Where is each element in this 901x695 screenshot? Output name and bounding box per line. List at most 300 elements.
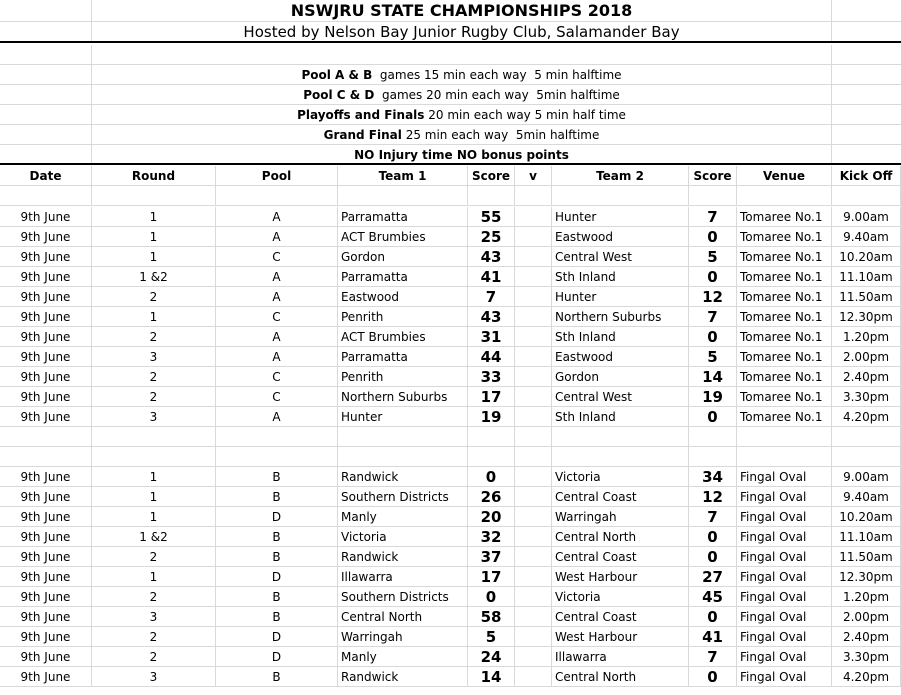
cell-score2[interactable]: 0: [689, 527, 737, 546]
match-row: [0, 507, 901, 527]
cell-team2[interactable]: Victoria: [552, 587, 689, 606]
sheet-subtitle[interactable]: Hosted by Nelson Bay Junior Rugby Club, Salamander Bay: [92, 22, 832, 41]
cell-versus[interactable]: [515, 367, 552, 386]
cell-versus[interactable]: [515, 327, 552, 346]
blank-cell[interactable]: [216, 427, 338, 446]
cell-score1[interactable]: 43: [468, 247, 515, 266]
cell-versus[interactable]: [515, 487, 552, 506]
cell-team1[interactable]: Penrith: [338, 367, 468, 386]
rule-note[interactable]: [92, 125, 832, 144]
cell-team1[interactable]: Northern Suburbs: [338, 387, 468, 406]
cell-team1[interactable]: ACT Brumbies: [338, 227, 468, 246]
cell-kickoff[interactable]: 2.40pm: [832, 367, 901, 386]
cell-kickoff[interactable]: 2.40pm: [832, 627, 901, 646]
cell-versus[interactable]: [515, 527, 552, 546]
cell-team2[interactable]: Sth Inland: [552, 327, 689, 346]
blank-cell[interactable]: [468, 186, 515, 205]
cell-score1[interactable]: 14: [468, 667, 515, 686]
cell-team1[interactable]: Warringah: [338, 627, 468, 646]
cell-venue[interactable]: Tomaree No.1: [737, 327, 832, 346]
column-header-row: [0, 166, 901, 186]
cell-venue[interactable]: Fingal Oval: [737, 667, 832, 686]
blank-cell[interactable]: [0, 447, 92, 466]
cell-versus[interactable]: [515, 287, 552, 306]
cell-venue[interactable]: Tomaree No.1: [737, 387, 832, 406]
cell-venue[interactable]: Tomaree No.1: [737, 267, 832, 286]
cell-versus[interactable]: [515, 467, 552, 486]
cell-venue[interactable]: Fingal Oval: [737, 467, 832, 486]
cell-venue[interactable]: Fingal Oval: [737, 627, 832, 646]
cell-kickoff[interactable]: 12.30pm: [832, 567, 901, 586]
match-row: [0, 547, 901, 567]
blank-cell[interactable]: [0, 145, 92, 163]
match-row: [0, 527, 901, 547]
cell-venue[interactable]: Tomaree No.1: [737, 347, 832, 366]
cell-date[interactable]: 9th June: [0, 647, 92, 666]
cell-date[interactable]: 9th June: [0, 587, 92, 606]
cell-venue[interactable]: Tomaree No.1: [737, 407, 832, 426]
cell-venue[interactable]: Fingal Oval: [737, 607, 832, 626]
cell-score2[interactable]: 0: [689, 327, 737, 346]
cell-date[interactable]: 9th June: [0, 387, 92, 406]
cell-venue[interactable]: Tomaree No.1: [737, 367, 832, 386]
blank-cell[interactable]: [338, 186, 468, 205]
cell-pool[interactable]: A: [216, 207, 338, 226]
cell-kickoff[interactable]: 1.20pm: [832, 327, 901, 346]
cell-score1[interactable]: 26: [468, 487, 515, 506]
cell-score1[interactable]: 20: [468, 507, 515, 526]
cell-round[interactable]: 2: [92, 387, 216, 406]
cell-date[interactable]: 9th June: [0, 547, 92, 566]
cell-round[interactable]: 1: [92, 307, 216, 326]
cell-pool[interactable]: C: [216, 307, 338, 326]
blank-cell[interactable]: [832, 427, 901, 446]
cell-date[interactable]: 9th June: [0, 367, 92, 386]
cell-team2[interactable]: Central Coast: [552, 487, 689, 506]
cell-round[interactable]: 1: [92, 467, 216, 486]
cell-venue[interactable]: Fingal Oval: [737, 527, 832, 546]
cell-team2[interactable]: Victoria: [552, 467, 689, 486]
cell-pool[interactable]: D: [216, 647, 338, 666]
cell-score2[interactable]: 0: [689, 407, 737, 426]
cell-kickoff[interactable]: 10.20am: [832, 507, 901, 526]
cell-date[interactable]: 9th June: [0, 567, 92, 586]
cell-venue[interactable]: Tomaree No.1: [737, 287, 832, 306]
cell-team2[interactable]: Gordon: [552, 367, 689, 386]
cell-venue[interactable]: Fingal Oval: [737, 487, 832, 506]
cell-team2[interactable]: Hunter: [552, 207, 689, 226]
cell-team1[interactable]: Parramatta: [338, 207, 468, 226]
cell-team2[interactable]: West Harbour: [552, 627, 689, 646]
blank-cell[interactable]: [0, 22, 92, 41]
cell-pool[interactable]: D: [216, 567, 338, 586]
cell-score2[interactable]: 0: [689, 227, 737, 246]
blank-cell[interactable]: [552, 427, 689, 446]
cell-pool[interactable]: C: [216, 367, 338, 386]
cell-pool[interactable]: D: [216, 627, 338, 646]
cell-round[interactable]: 2: [92, 627, 216, 646]
cell-round[interactable]: 1: [92, 487, 216, 506]
cell-pool[interactable]: A: [216, 347, 338, 366]
cell-team2[interactable]: Eastwood: [552, 227, 689, 246]
cell-score1[interactable]: 0: [468, 467, 515, 486]
cell-pool[interactable]: A: [216, 327, 338, 346]
cell-team2[interactable]: Northern Suburbs: [552, 307, 689, 326]
cell-score2[interactable]: 7: [689, 207, 737, 226]
cell-round[interactable]: 1: [92, 247, 216, 266]
column-header-versus[interactable]: v: [515, 166, 552, 185]
blank-cell[interactable]: [0, 85, 92, 104]
cell-date[interactable]: 9th June: [0, 487, 92, 506]
cell-kickoff[interactable]: 11.10am: [832, 267, 901, 286]
cell-versus[interactable]: [515, 647, 552, 666]
blank-cell[interactable]: [0, 186, 92, 205]
blank-cell[interactable]: [0, 65, 92, 84]
match-row: [0, 627, 901, 647]
blank-cell[interactable]: [737, 186, 832, 205]
cell-pool[interactable]: B: [216, 467, 338, 486]
cell-score2[interactable]: 14: [689, 367, 737, 386]
match-row: [0, 467, 901, 487]
cell-round[interactable]: 3: [92, 667, 216, 686]
cell-score2[interactable]: 0: [689, 667, 737, 686]
cell-team2[interactable]: Central West: [552, 247, 689, 266]
cell-round[interactable]: 1: [92, 207, 216, 226]
blank-cell[interactable]: [216, 186, 338, 205]
rule-note-label: Pool A & B: [301, 68, 373, 82]
cell-team1[interactable]: Parramatta: [338, 267, 468, 286]
cell-score1[interactable]: 5: [468, 627, 515, 646]
cell-versus[interactable]: [515, 607, 552, 626]
empty-row: [0, 186, 901, 206]
cell-round[interactable]: 2: [92, 327, 216, 346]
cell-versus[interactable]: [515, 387, 552, 406]
cell-score1[interactable]: 31: [468, 327, 515, 346]
cell-score2[interactable]: 5: [689, 347, 737, 366]
cell-date[interactable]: 9th June: [0, 507, 92, 526]
cell-venue[interactable]: Fingal Oval: [737, 507, 832, 526]
cell-kickoff[interactable]: 4.20pm: [832, 407, 901, 426]
cell-date[interactable]: 9th June: [0, 287, 92, 306]
cell-score2[interactable]: 0: [689, 547, 737, 566]
cell-venue[interactable]: Tomaree No.1: [737, 207, 832, 226]
column-header-date[interactable]: Date: [0, 166, 92, 185]
cell-score2[interactable]: 12: [689, 487, 737, 506]
cell-pool[interactable]: B: [216, 587, 338, 606]
cell-round[interactable]: 1 &2: [92, 267, 216, 286]
cell-score1[interactable]: 33: [468, 367, 515, 386]
cell-round[interactable]: 2: [92, 547, 216, 566]
rule-note[interactable]: [92, 105, 832, 124]
cell-team1[interactable]: Randwick: [338, 667, 468, 686]
cell-team2[interactable]: Hunter: [552, 287, 689, 306]
cell-pool[interactable]: B: [216, 547, 338, 566]
blank-cell[interactable]: [0, 427, 92, 446]
cell-team1[interactable]: Illawarra: [338, 567, 468, 586]
cell-team2[interactable]: Central North: [552, 527, 689, 546]
column-header-round[interactable]: Round: [92, 166, 216, 185]
cell-round[interactable]: 3: [92, 407, 216, 426]
cell-date[interactable]: 9th June: [0, 227, 92, 246]
cell-kickoff[interactable]: 9.40am: [832, 227, 901, 246]
cell-kickoff[interactable]: 1.20pm: [832, 587, 901, 606]
cell-date[interactable]: 9th June: [0, 407, 92, 426]
blank-cell[interactable]: [0, 0, 92, 21]
cell-team1[interactable]: Eastwood: [338, 287, 468, 306]
cell-round[interactable]: 1: [92, 567, 216, 586]
cell-versus[interactable]: [515, 247, 552, 266]
blank-cell[interactable]: [338, 427, 468, 446]
cell-team1[interactable]: Central North: [338, 607, 468, 626]
cell-team2[interactable]: West Harbour: [552, 567, 689, 586]
cell-venue[interactable]: Tomaree No.1: [737, 247, 832, 266]
cell-score1[interactable]: 41: [468, 267, 515, 286]
cell-kickoff[interactable]: 4.20pm: [832, 667, 901, 686]
cell-score1[interactable]: 32: [468, 527, 515, 546]
column-header-score1[interactable]: Score: [468, 166, 515, 185]
cell-venue[interactable]: Fingal Oval: [737, 587, 832, 606]
match-row: [0, 487, 901, 507]
cell-pool[interactable]: B: [216, 667, 338, 686]
cell-team1[interactable]: Randwick: [338, 467, 468, 486]
blank-cell[interactable]: [689, 447, 737, 466]
cell-score2[interactable]: 41: [689, 627, 737, 646]
cell-versus[interactable]: [515, 307, 552, 326]
cell-kickoff[interactable]: 2.00pm: [832, 607, 901, 626]
cell-versus[interactable]: [515, 227, 552, 246]
cell-score2[interactable]: 0: [689, 267, 737, 286]
blank-cell[interactable]: [92, 186, 216, 205]
cell-team2[interactable]: Sth Inland: [552, 267, 689, 286]
cell-pool[interactable]: C: [216, 247, 338, 266]
cell-date[interactable]: 9th June: [0, 627, 92, 646]
cell-kickoff[interactable]: 3.30pm: [832, 387, 901, 406]
rule-note-label: NO Injury time NO bonus points: [354, 148, 569, 162]
cell-venue[interactable]: Tomaree No.1: [737, 307, 832, 326]
column-header-team1[interactable]: Team 1: [338, 166, 468, 185]
cell-round[interactable]: 1: [92, 507, 216, 526]
cell-pool[interactable]: A: [216, 267, 338, 286]
cell-venue[interactable]: Fingal Oval: [737, 567, 832, 586]
blank-cell[interactable]: [832, 22, 901, 41]
cell-versus[interactable]: [515, 207, 552, 226]
cell-round[interactable]: 2: [92, 647, 216, 666]
blank-cell[interactable]: [92, 447, 216, 466]
cell-pool[interactable]: A: [216, 287, 338, 306]
cell-team1[interactable]: Hunter: [338, 407, 468, 426]
cell-date[interactable]: 9th June: [0, 347, 92, 366]
cell-versus[interactable]: [515, 507, 552, 526]
cell-score1[interactable]: 7: [468, 287, 515, 306]
cell-versus[interactable]: [515, 267, 552, 286]
blank-cell[interactable]: [515, 427, 552, 446]
cell-score1[interactable]: 44: [468, 347, 515, 366]
cell-round[interactable]: 1 &2: [92, 527, 216, 546]
cell-versus[interactable]: [515, 407, 552, 426]
cell-date[interactable]: 9th June: [0, 527, 92, 546]
blank-cell[interactable]: [737, 447, 832, 466]
cell-score1[interactable]: 37: [468, 547, 515, 566]
cell-pool[interactable]: C: [216, 387, 338, 406]
cell-round[interactable]: 1: [92, 227, 216, 246]
cell-kickoff[interactable]: 11.50am: [832, 547, 901, 566]
rule-note[interactable]: [92, 85, 832, 104]
rule-note[interactable]: [92, 145, 832, 163]
blank-cell[interactable]: [515, 447, 552, 466]
cell-date[interactable]: 9th June: [0, 247, 92, 266]
blank-cell[interactable]: [689, 186, 737, 205]
cell-score2[interactable]: 5: [689, 247, 737, 266]
blank-cell[interactable]: [468, 447, 515, 466]
cell-pool[interactable]: B: [216, 527, 338, 546]
rule-note-text: games 20 min each way 5min halftime: [374, 88, 620, 102]
match-row: [0, 327, 901, 347]
sheet-title[interactable]: NSWJRU STATE CHAMPIONSHIPS 2018: [92, 0, 832, 21]
blank-cell[interactable]: [0, 125, 92, 144]
cell-date[interactable]: 9th June: [0, 307, 92, 326]
cell-team1[interactable]: Manly: [338, 647, 468, 666]
cell-team1[interactable]: Parramatta: [338, 347, 468, 366]
cell-pool[interactable]: D: [216, 507, 338, 526]
blank-cell[interactable]: [737, 427, 832, 446]
column-header-score2[interactable]: Score: [689, 166, 737, 185]
blank-cell[interactable]: [92, 45, 832, 64]
cell-score2[interactable]: 45: [689, 587, 737, 606]
cell-versus[interactable]: [515, 347, 552, 366]
blank-cell[interactable]: [552, 447, 689, 466]
cell-versus[interactable]: [515, 587, 552, 606]
match-row: [0, 287, 901, 307]
cell-pool[interactable]: B: [216, 487, 338, 506]
cell-team1[interactable]: Southern Districts: [338, 487, 468, 506]
cell-kickoff[interactable]: 11.10am: [832, 527, 901, 546]
rule-note-row: [0, 145, 901, 165]
cell-team2[interactable]: Central Coast: [552, 547, 689, 566]
cell-versus[interactable]: [515, 627, 552, 646]
cell-team2[interactable]: Illawarra: [552, 647, 689, 666]
cell-venue[interactable]: Tomaree No.1: [737, 227, 832, 246]
rule-note-row: [0, 125, 901, 145]
match-row: [0, 387, 901, 407]
cell-team2[interactable]: Warringah: [552, 507, 689, 526]
cell-date[interactable]: 9th June: [0, 267, 92, 286]
cell-score1[interactable]: 25: [468, 227, 515, 246]
blank-cell[interactable]: [832, 447, 901, 466]
cell-round[interactable]: 2: [92, 287, 216, 306]
rule-note[interactable]: [92, 65, 832, 84]
cell-score2[interactable]: 27: [689, 567, 737, 586]
cell-kickoff[interactable]: 2.00pm: [832, 347, 901, 366]
cell-score2[interactable]: 34: [689, 467, 737, 486]
match-row: [0, 227, 901, 247]
cell-date[interactable]: 9th June: [0, 207, 92, 226]
cell-round[interactable]: 2: [92, 587, 216, 606]
cell-round[interactable]: 2: [92, 367, 216, 386]
match-row: [0, 307, 901, 327]
cell-score1[interactable]: 55: [468, 207, 515, 226]
blank-cell[interactable]: [92, 427, 216, 446]
cell-team1[interactable]: Gordon: [338, 247, 468, 266]
cell-round[interactable]: 3: [92, 347, 216, 366]
column-header-pool[interactable]: Pool: [216, 166, 338, 185]
cell-date[interactable]: 9th June: [0, 327, 92, 346]
cell-score1[interactable]: 58: [468, 607, 515, 626]
blank-cell[interactable]: [0, 45, 92, 64]
cell-kickoff[interactable]: 9.00am: [832, 467, 901, 486]
cell-team2[interactable]: Eastwood: [552, 347, 689, 366]
cell-pool[interactable]: A: [216, 407, 338, 426]
cell-team2[interactable]: Sth Inland: [552, 407, 689, 426]
cell-score2[interactable]: 12: [689, 287, 737, 306]
cell-kickoff[interactable]: 10.20am: [832, 247, 901, 266]
cell-score2[interactable]: 19: [689, 387, 737, 406]
blank-cell[interactable]: [689, 427, 737, 446]
cell-team1[interactable]: Manly: [338, 507, 468, 526]
blank-cell[interactable]: [216, 447, 338, 466]
cell-kickoff[interactable]: 12.30pm: [832, 307, 901, 326]
cell-round[interactable]: 3: [92, 607, 216, 626]
column-header-venue[interactable]: Venue: [737, 166, 832, 185]
cell-team2[interactable]: Central Coast: [552, 607, 689, 626]
cell-kickoff[interactable]: 9.00am: [832, 207, 901, 226]
blank-cell[interactable]: [832, 0, 901, 21]
cell-score2[interactable]: 7: [689, 647, 737, 666]
cell-venue[interactable]: Fingal Oval: [737, 647, 832, 666]
column-header-team2[interactable]: Team 2: [552, 166, 689, 185]
cell-date[interactable]: 9th June: [0, 607, 92, 626]
blank-cell[interactable]: [515, 186, 552, 205]
cell-score1[interactable]: 0: [468, 587, 515, 606]
cell-score1[interactable]: 24: [468, 647, 515, 666]
cell-kickoff[interactable]: 9.40am: [832, 487, 901, 506]
blank-cell[interactable]: [468, 427, 515, 446]
rule-note-row: [0, 85, 901, 105]
cell-team2[interactable]: Central West: [552, 387, 689, 406]
empty-row: [0, 427, 901, 447]
blank-cell[interactable]: [832, 186, 901, 205]
blank-cell[interactable]: [0, 105, 92, 124]
match-row: [0, 207, 901, 227]
cell-venue[interactable]: Fingal Oval: [737, 547, 832, 566]
cell-versus[interactable]: [515, 667, 552, 686]
cell-team2[interactable]: Central North: [552, 667, 689, 686]
cell-score1[interactable]: 17: [468, 387, 515, 406]
cell-date[interactable]: 9th June: [0, 667, 92, 686]
cell-score1[interactable]: 43: [468, 307, 515, 326]
column-header-kickoff[interactable]: Kick Off: [832, 166, 901, 185]
cell-team1[interactable]: Victoria: [338, 527, 468, 546]
cell-date[interactable]: 9th June: [0, 467, 92, 486]
cell-pool[interactable]: B: [216, 607, 338, 626]
cell-score2[interactable]: 7: [689, 307, 737, 326]
cell-versus[interactable]: [515, 567, 552, 586]
cell-score2[interactable]: 0: [689, 607, 737, 626]
cell-team1[interactable]: Randwick: [338, 547, 468, 566]
cell-pool[interactable]: A: [216, 227, 338, 246]
cell-score2[interactable]: 7: [689, 507, 737, 526]
blank-cell[interactable]: [552, 186, 689, 205]
cell-score1[interactable]: 19: [468, 407, 515, 426]
cell-team1[interactable]: ACT Brumbies: [338, 327, 468, 346]
blank-cell[interactable]: [338, 447, 468, 466]
rule-note-label: Grand Final: [323, 128, 402, 142]
cell-team1[interactable]: Penrith: [338, 307, 468, 326]
cell-kickoff[interactable]: 3.30pm: [832, 647, 901, 666]
cell-team1[interactable]: Southern Districts: [338, 587, 468, 606]
cell-versus[interactable]: [515, 547, 552, 566]
cell-score1[interactable]: 17: [468, 567, 515, 586]
cell-kickoff[interactable]: 11.50am: [832, 287, 901, 306]
